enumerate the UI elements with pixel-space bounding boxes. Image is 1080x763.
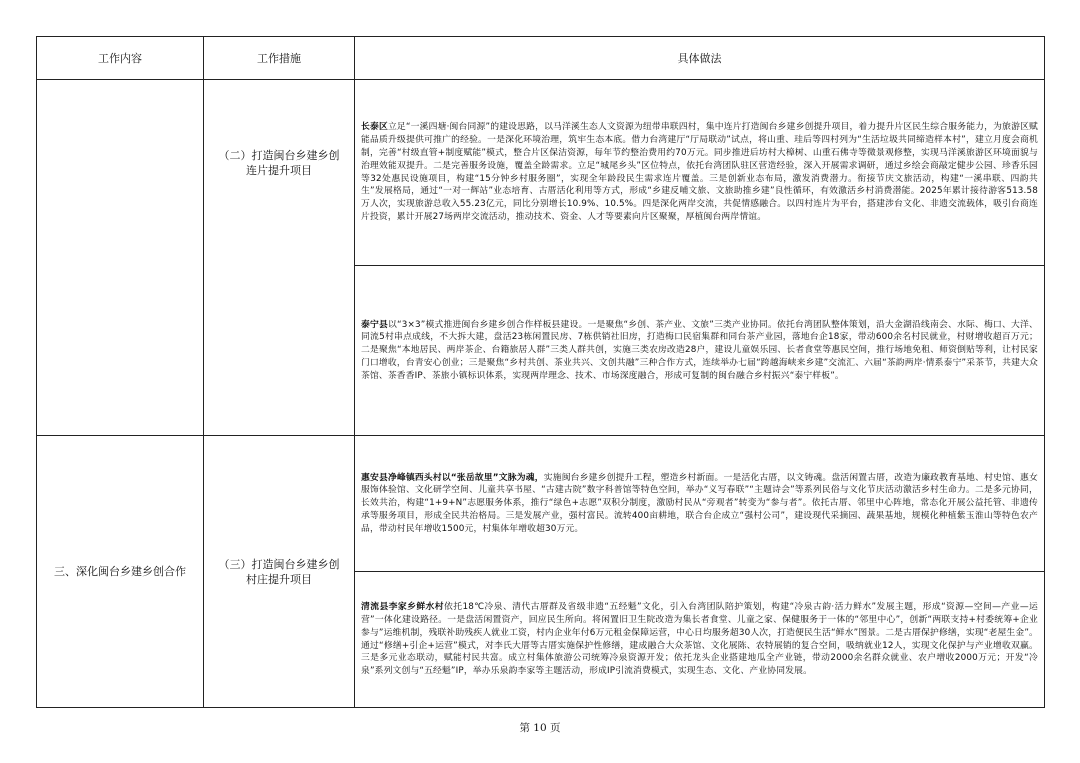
work-measure-text: （二）打造闽台乡建乡创连片提升项目 bbox=[218, 149, 340, 177]
practice-cell bbox=[355, 572, 1045, 708]
practice-paragraph bbox=[355, 601, 1044, 678]
header-specific-practice: 具体做法 bbox=[355, 37, 1045, 80]
practice-body: 实施闽台乡建乡创提升工程，塑造乡村新面。一是活化古厝，以文铸魂。盘活闲置古厝，改造为廉政教育基地、村史馆、惠女服饰体验馆、文化研学空间、儿童共享书屋、“古建古院”数字科普馆等特色空间，举办“义写春联”“主题诗会”等系列民俗与文化节庆活动激活乡村生命力。二是多元协同，长效共治，构建“1+9+N”志愿服务体系，推行“绿色+志愿”双积分制度，激励村民从“旁观者”转变为“参与者”。依托古厝、邻里中心阵地，常态化开展公益托管、非遗传承等服务项目，形成全民共治格局。三是发展产业，强村富民。流转400亩耕地，联合台企成立“强村公司”，建设现代采摘园、蔬果基地，规模化种植紫玉淮山等特色农产品，带动村民年增收1500元，村集体年增收超30万元。 bbox=[361, 472, 1038, 534]
practice-body: 以“3×3”模式推进闽台乡建乡创合作样板县建设。一是聚焦“乡创、茶产业、文旅”三类产业协同。依托台湾团队整体策划，沿大金湖沿线南会、水际、梅口、大洋、同流5村串点成线，不大拆大建，盘活23栋闲置民房、7栋供销社旧房，打造梅口民宿集群和同台茶产业园，落地台企18家，带动600余名村民就业，村财增收超百万元；二是聚焦“本地居民、两岸茶企、台籍旅居人群”三类人群共创，实施三类农房改造28户，建设儿童娱乐园、长者食堂等惠民空间，推行场地免租、师资倒贴等利，让村民家门口增收，台青安心创业；三是聚焦“乡村共创、茶业共兴、文创共融”三种合作方式，连续举办七届“跨越海峡来乡建”交流汇、六届“茶韵两岸·情系泰宁”采茶节，共建大众茶馆、茶香香IP、茶旅小镇标识体系，实现两岸理念、技术、市场深度融合，形成可复制的闽台融合乡村振兴“泰宁样板”。 bbox=[361, 319, 1038, 381]
work-content-cell-1 bbox=[37, 80, 204, 436]
practice-lead: 长泰区 bbox=[361, 122, 388, 133]
work-content-cell-2 bbox=[37, 436, 204, 708]
practice-lead: 惠安县净峰镇西头村以“张岳故里”文脉为魂， bbox=[361, 472, 544, 483]
practice-paragraph bbox=[355, 472, 1044, 536]
practice-cell bbox=[355, 436, 1045, 572]
work-measure-cell-2 bbox=[204, 436, 355, 708]
practice-lead: 清流县李家乡鲜水村 bbox=[361, 602, 444, 613]
header-work-measure: 工作措施 bbox=[204, 37, 355, 80]
practice-cell bbox=[355, 266, 1045, 436]
page-number: 第 10 页 bbox=[519, 722, 561, 734]
practice-paragraph bbox=[355, 319, 1044, 383]
work-measure-text: （三）打造闽台乡建乡创村庄提升项目 bbox=[218, 557, 340, 586]
work-table bbox=[36, 36, 1045, 708]
practice-lead: 泰宁县 bbox=[361, 319, 389, 330]
practice-paragraph bbox=[355, 121, 1044, 223]
header-work-content: 工作内容 bbox=[37, 37, 204, 80]
practice-cell bbox=[355, 80, 1045, 266]
practice-body: 立足“一溪四塘·闽台同源”的建设思路，以马洋溪生态人文资源为纽带串联四村，集中连片打造闽台乡建乡创提升项目，着力提升片区民生综合服务能力，为旅游区赋能品质升级提供可推广的经验。一是深化环境治理，筑牢生态本底。借力台湾建厅“厅局联动”试点，将山重、珪后等四村列为“生活垃圾共同缔造样本村”，建立月度会商机制，完善“村级直管+制度赋能”模式，整合片区保洁资源，每年节约整治费用约70万元。同步推进后坊村大樟树、山重石佛寺等微景观修整，实现马洋溪旅游区环境面貌与治理效能双提升。二是完善服务设施，覆盖全龄需求。立足“城尾乡头”区位特点，依托台湾团队驻区营造经验，深入开展需求调研，通过乡绘会商敲定健步公园、珍香乐园等32处惠民设施项目，构建“15分钟乡村服务圈”，实现全年龄段民生需求连片覆盖。三是创新业态布局，激发消费潜力。衔接节庆文旅活动，构建“一溪串联、四韵共生”发展格局，通过“一对一辉站”业态培育、古厝活化利用等方式，形成“乡建反哺文旅、文旅助推乡建”良性循环，有效激活乡村消费潜能。2025年累计接待游客513.58万人次，实现旅游总收入55.23亿元，同比分别增长10.9%、10.5%。四是深化两岸交流，共促情感融合。以四村连片为平台，搭建涉台文化、非遗交流载体，吸引台商连片投资，累计开展27场两岸交流活动，推动技术、资金、人才等要素向片区聚聚，厚植闽台两岸情谊。 bbox=[361, 122, 1039, 222]
work-content-text: 三、深化闽台乡建乡创合作 bbox=[54, 565, 186, 578]
practice-body: 依托18℃冷泉、清代古厝群及省级非遗“五经魁”文化，引入台湾团队陪护策划，构建“冷泉古韵·活力鲜水”发展主题，形成“资源—空间—产业—运营”一体化建设路径。一是盘活闲置资产，回应民生所向。将闲置旧卫生院改造为集长者食堂、儿童之家、保健服务于一体的“邻里中心”，创新“两联支持+村委统筹+企业参与”运维机制，残联补助残疾人就业工资，村内企业年付6万元租金保障运营，中心日均服务超30人次，打造便民生活“鲜水”图景。二是古厝保护修缮，实现“老屋生金”。通过“修缮+引企+运营”模式，对李氏大厝等古厝实施保护性修缮，建成融合大众茶馆、文化展陈、农特展销的复合空间，吸纳就业12人，实现文化保护与产业增收双赢。三是多元业态联动，赋能村民共富。成立村集体旅游公司统筹冷泉资源开发；依托龙头企业搭建地瓜全产业链，带动2000余名群众就业、农户增收2000万元；开发“冷泉”系列文创与“五经魁”IP，举办乐泉韵李家等主题活动，形成IP引流消费模式，实现生态、文化、产业协同发展。 bbox=[361, 602, 1038, 677]
work-measure-cell-1 bbox=[204, 80, 355, 436]
